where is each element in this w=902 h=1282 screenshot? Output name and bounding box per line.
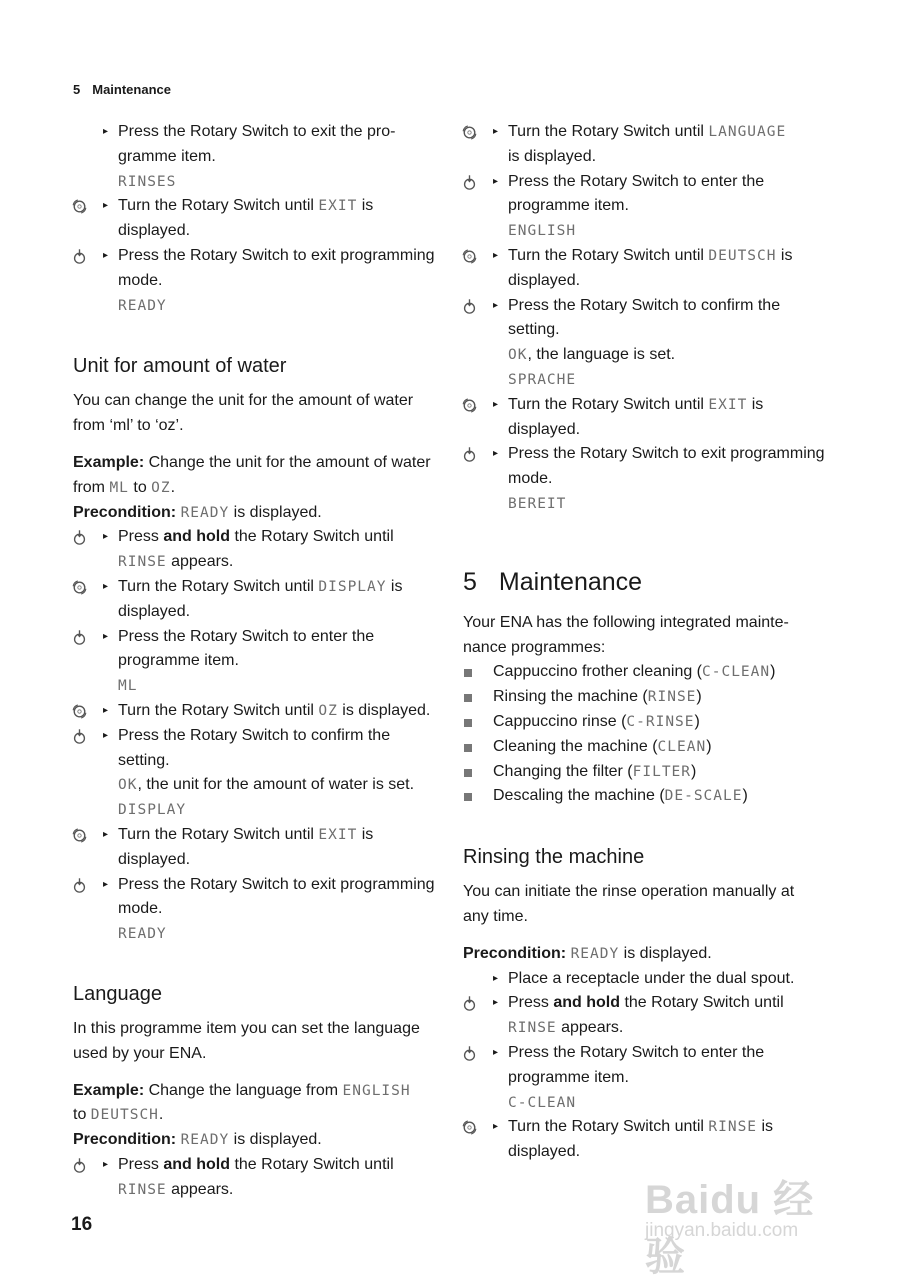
water-example: Example: Change the unit for the amount of water from ML to OZ. [73, 453, 431, 496]
rotate-switch-icon [461, 397, 478, 414]
instruction-step: ▸ Turn the Rotary Switch until EXIT is displayed. [463, 393, 843, 443]
display-text: DISPLAY [118, 802, 187, 819]
list-item: Rinsing the machine (RINSE) [463, 685, 843, 710]
step-arrow-icon: ▸ [103, 828, 109, 840]
rotate-switch-icon [71, 579, 88, 596]
display-text: READY [118, 297, 167, 314]
steps-top-right [463, 120, 843, 517]
step-arrow-icon: ▸ [103, 531, 109, 543]
display-text: RINSE [118, 554, 167, 571]
display-text: RINSES [118, 173, 177, 190]
instruction-step: ▸ Press the Rotary Switch to confirm the setting. OK, the unit for the amount of water is set. DISPLAY [73, 724, 443, 823]
rinsing-precondition: Precondition: READY is displayed. [463, 944, 712, 962]
step-arrow-icon: ▸ [103, 878, 109, 890]
rotate-switch-icon [71, 703, 88, 720]
watermark [645, 1150, 845, 1279]
water-steps [73, 525, 443, 947]
instruction-step: ▸ Press the Rotary Switch to exit the pro- gramme item. RINSES [73, 120, 443, 194]
step-arrow-icon: ▸ [493, 126, 499, 137]
bullet-square-icon [464, 744, 472, 752]
instruction-step: ▸ Press and hold the Rotary Switch until RINSE appears. [73, 1153, 443, 1203]
bullet-square-icon [464, 769, 472, 777]
step-arrow-icon: ▸ [493, 997, 499, 1009]
left-column [73, 120, 443, 1202]
press-switch-icon [461, 298, 478, 315]
step-arrow-icon: ▸ [493, 249, 499, 261]
language-example: Example: Change the language from ENGLISH to DEUTSCH. [73, 1081, 411, 1124]
rotate-switch-icon [461, 1119, 478, 1136]
display-text: RINSE [508, 1020, 557, 1037]
section-heading-language: Language [73, 982, 162, 1005]
step-arrow-icon: ▸ [103, 729, 109, 741]
press-switch-icon [71, 1157, 88, 1174]
list-item: Changing the filter (FILTER) [463, 760, 843, 785]
press-switch-icon [71, 629, 88, 646]
step-arrow-icon: ▸ [493, 972, 499, 984]
bullet-square-icon [464, 793, 472, 801]
instruction-step: ▸ Press the Rotary Switch to enter the programme item. C-CLEAN [463, 1041, 843, 1115]
instruction-step: ▸ Turn the Rotary Switch until EXIT is displayed. [73, 194, 443, 244]
section-heading-rinsing: Rinsing the machine [463, 846, 645, 869]
list-item: Cleaning the machine (CLEAN) [463, 735, 843, 760]
header-chapter-title: Maintenance [92, 82, 171, 97]
instruction-step: ▸ Turn the Rotary Switch until OZ is displayed. [73, 699, 443, 724]
rotate-switch-icon [461, 248, 478, 265]
step-arrow-icon: ▸ [103, 704, 109, 716]
bullet-square-icon [464, 694, 472, 702]
step-arrow-icon: ▸ [103, 126, 109, 137]
language-steps [73, 1153, 443, 1203]
list-item: Cappuccino frother cleaning (C-CLEAN) [463, 660, 843, 685]
instruction-step: ▸ Press and hold the Rotary Switch until RINSE appears. [463, 991, 843, 1041]
section-heading-water: Unit for amount of water [73, 355, 287, 378]
press-switch-icon [461, 1045, 478, 1062]
rotate-switch-icon [71, 827, 88, 844]
press-switch-icon [71, 728, 88, 745]
step-arrow-icon: ▸ [103, 580, 109, 592]
language-intro: In this programme item you can set the language used by your ENA. [73, 1019, 420, 1062]
watermark-brand: Baidu 经验 [645, 1178, 815, 1279]
display-text: BEREIT [508, 495, 567, 512]
display-text: EXIT [318, 826, 358, 843]
instruction-step: ▸ Place a receptacle under the dual spout. [463, 967, 843, 992]
rinsing-steps [463, 967, 843, 1165]
instruction-step: ▸ Press the Rotary Switch to exit programming mode. BEREIT [463, 442, 843, 516]
step-arrow-icon: ▸ [493, 299, 499, 311]
steps-top-left [73, 120, 443, 318]
water-precondition: Precondition: READY is displayed. [73, 503, 322, 521]
press-switch-icon [71, 529, 88, 546]
watermark-url: jingyan.baidu.com [645, 1220, 799, 1241]
list-item: Cappuccino rinse (C-RINSE) [463, 710, 843, 735]
programme-list [463, 660, 843, 809]
press-switch-icon [71, 877, 88, 894]
running-header [73, 82, 171, 97]
page-number: 16 [71, 1214, 93, 1235]
step-arrow-icon: ▸ [493, 175, 499, 187]
step-arrow-icon: ▸ [493, 398, 499, 410]
instruction-step: ▸ Turn the Rotary Switch until LANGUAGE is displayed. [463, 120, 843, 170]
display-text: EXIT [318, 198, 358, 215]
display-text: DEUTSCH [708, 247, 777, 264]
instruction-step: ▸ Turn the Rotary Switch until DISPLAY is displayed. [73, 575, 443, 625]
rotate-switch-icon [461, 124, 478, 141]
instruction-step: ▸ Press the Rotary Switch to exit programming mode. READY [73, 244, 443, 318]
instruction-step: ▸ Press and hold the Rotary Switch until RINSE appears. [73, 525, 443, 575]
display-text: ML [118, 678, 138, 695]
instruction-step: ▸ Press the Rotary Switch to exit programming mode. READY [73, 873, 443, 947]
instruction-step: ▸ Turn the Rotary Switch until RINSE is displayed. [463, 1115, 843, 1165]
display-text: DISPLAY [318, 578, 387, 595]
display-text: READY [118, 926, 167, 943]
instruction-step: ▸ Press the Rotary Switch to enter the programme item. ML [73, 625, 443, 699]
step-arrow-icon: ▸ [103, 1158, 109, 1170]
display-text: OZ [318, 702, 338, 719]
header-chapter-number: 5 [73, 82, 81, 97]
display-text: OK [118, 777, 138, 794]
display-text: ENGLISH [508, 223, 577, 240]
bullet-square-icon [464, 719, 472, 727]
press-switch-icon [461, 446, 478, 463]
rotate-switch-icon [71, 198, 88, 215]
display-text: RINSE [708, 1119, 758, 1136]
step-arrow-icon: ▸ [103, 200, 109, 212]
instruction-step: ▸ Press the Rotary Switch to enter the programme item. ENGLISH [463, 170, 843, 244]
instruction-step: ▸ Press the Rotary Switch to confirm the setting. OK, the language is set. SPRACHE [463, 294, 843, 393]
step-arrow-icon: ▸ [103, 249, 109, 261]
water-intro: You can change the unit for the amount of water from ‘ml’ to ‘oz’. [73, 392, 414, 435]
step-arrow-icon: ▸ [493, 448, 499, 460]
list-item: Descaling the machine (DE-SCALE) [463, 784, 843, 809]
rinsing-intro: You can initiate the rinse operation manually at any time. [463, 883, 795, 925]
display-text: OK [508, 347, 528, 364]
display-text: LANGUAGE [708, 124, 787, 140]
step-arrow-icon: ▸ [103, 630, 109, 642]
right-column [463, 120, 843, 1165]
display-text: SPRACHE [508, 371, 577, 388]
display-text: RINSE [118, 1181, 167, 1198]
step-arrow-icon: ▸ [493, 1121, 499, 1133]
press-switch-icon [461, 174, 478, 191]
chapter-heading: 5 Maintenance [463, 567, 643, 596]
step-arrow-icon: ▸ [493, 1046, 499, 1058]
instruction-step: ▸ Turn the Rotary Switch until EXIT is displayed. [73, 823, 443, 873]
display-text: C-CLEAN [508, 1094, 577, 1111]
language-precondition: Precondition: READY is displayed. [73, 1131, 322, 1149]
press-switch-icon [461, 995, 478, 1012]
maintenance-intro: Your ENA has the following integrated mainte- nance programmes: [463, 613, 789, 656]
bullet-square-icon [464, 669, 472, 677]
press-switch-icon [71, 248, 88, 265]
display-text: EXIT [708, 396, 748, 413]
instruction-step: ▸ Turn the Rotary Switch until DEUTSCH is displayed. [463, 244, 843, 294]
